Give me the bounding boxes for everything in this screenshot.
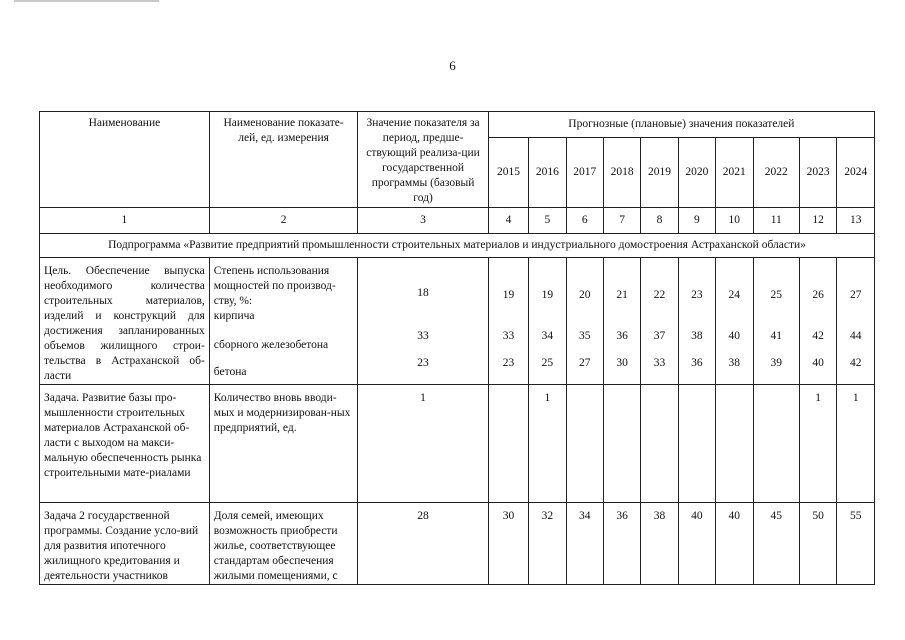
header-indicator: Наименование показате-лей, ед. измерения bbox=[209, 112, 358, 208]
page-number: 6 bbox=[449, 58, 456, 73]
year-header: 2022 bbox=[753, 138, 799, 208]
value-cell: 30 bbox=[488, 503, 528, 585]
year-header: 2021 bbox=[716, 138, 753, 208]
value: 35 bbox=[578, 330, 591, 342]
value: 23 bbox=[502, 357, 515, 369]
column-number: 3 bbox=[358, 208, 488, 234]
value: 27 bbox=[578, 357, 591, 369]
column-number: 8 bbox=[641, 208, 678, 234]
value: 38 bbox=[691, 330, 703, 342]
subprogram-title: Подпрограмма «Развитие предприятий промышленности строительных материалов и индустриального домостроения Астраханской области» bbox=[40, 234, 875, 258]
column-number: 11 bbox=[753, 208, 799, 234]
value: 27 bbox=[849, 289, 862, 301]
value-cell: 1 bbox=[837, 385, 875, 503]
column-number: 13 bbox=[837, 208, 875, 234]
column-number: 5 bbox=[529, 208, 566, 234]
value-cell bbox=[641, 385, 678, 503]
value: 22 bbox=[653, 289, 666, 301]
column-number: 2 bbox=[209, 208, 358, 234]
value: 44 bbox=[849, 330, 862, 342]
value: 34 bbox=[541, 330, 554, 342]
column-numbers-row bbox=[40, 208, 875, 234]
value: 36 bbox=[616, 330, 628, 342]
value: 24 bbox=[728, 289, 741, 301]
value-cell bbox=[753, 385, 799, 503]
year-header: 2020 bbox=[678, 138, 715, 208]
value-cell bbox=[566, 385, 603, 503]
value-cell: 38 bbox=[641, 503, 678, 585]
row-indicator: Доля семей, имеющих возможность приобрести жилье, соответствующее стандартам обеспечения жилыми помещениями, с bbox=[209, 503, 358, 585]
header-base-value: Значение показателя за период, предше-ствующий реализа-ции государственной программы (базовый год) bbox=[358, 112, 488, 208]
value: 20 bbox=[578, 289, 591, 301]
indicators-table bbox=[39, 111, 875, 585]
base-value: 18 bbox=[417, 287, 429, 299]
column-number: 6 bbox=[566, 208, 603, 234]
row-name: Задача 2 государственной программы. Создание усло-вий для развития ипотечного жилищного кредитования и деятельности участников bbox=[40, 503, 210, 585]
year-header: 2023 bbox=[799, 138, 836, 208]
year-header: 2015 bbox=[488, 138, 528, 208]
value: 33 bbox=[653, 357, 666, 369]
value: 42 bbox=[812, 330, 824, 342]
value-cell bbox=[603, 385, 640, 503]
base-cell bbox=[358, 258, 488, 385]
column-number: 4 bbox=[488, 208, 528, 234]
value: 39 bbox=[770, 357, 782, 369]
value-cell: 40 bbox=[678, 503, 715, 585]
value-cell: 55 bbox=[837, 503, 875, 585]
value: 40 bbox=[812, 357, 824, 369]
indicator-sub-label: сборного железобетона bbox=[213, 339, 329, 351]
value: 38 bbox=[728, 357, 741, 369]
indicator-sub-label: кирпича bbox=[213, 310, 255, 322]
column-number: 10 bbox=[716, 208, 753, 234]
v: 19 bbox=[502, 289, 515, 301]
year-header: 2018 bbox=[603, 138, 640, 208]
column-number: 12 bbox=[799, 208, 836, 234]
column-number: 7 bbox=[603, 208, 640, 234]
column-number: 9 bbox=[678, 208, 715, 234]
value: 25 bbox=[541, 357, 554, 369]
column-number: 1 bbox=[40, 208, 210, 234]
value: 42 bbox=[849, 357, 862, 369]
year-header: 2016 bbox=[529, 138, 566, 208]
base-value: 1 bbox=[358, 385, 488, 503]
value-cell: 50 bbox=[799, 503, 836, 585]
row-indicator bbox=[209, 258, 358, 385]
value: 33 bbox=[502, 330, 515, 342]
subprogram-row bbox=[40, 234, 875, 258]
value: 23 bbox=[691, 289, 703, 301]
top-edge-mark bbox=[14, 0, 159, 2]
value-cell: 40 bbox=[716, 503, 753, 585]
indicator-sub-label: бетона bbox=[213, 366, 247, 378]
value-cell: 45 bbox=[753, 503, 799, 585]
value-cell: 32 bbox=[529, 503, 566, 585]
table-row bbox=[40, 385, 875, 503]
value: 36 bbox=[691, 357, 703, 369]
header-name: Наименование bbox=[40, 112, 210, 208]
value: 21 bbox=[616, 289, 628, 301]
value: 40 bbox=[728, 330, 741, 342]
value-cell: 34 bbox=[566, 503, 603, 585]
row-name: Задача. Развитие базы про-мышленности строительных материалов Астраханской об-ласти с выходом на макси-мальную обеспеченность рынка строительными мате-риалами bbox=[40, 385, 210, 503]
value: 30 bbox=[616, 357, 628, 369]
value-cell: 1 bbox=[799, 385, 836, 503]
value: 41 bbox=[770, 330, 782, 342]
value-cell: 36 bbox=[603, 503, 640, 585]
value-cell: 1 bbox=[529, 385, 566, 503]
base-value: 28 bbox=[358, 503, 488, 585]
year-header: 2019 bbox=[641, 138, 678, 208]
year-header: 2024 bbox=[837, 138, 875, 208]
table-row bbox=[40, 503, 875, 585]
value: 19 bbox=[541, 289, 554, 301]
indicator-intro: Степень использования мощностей по производ-ству, %: bbox=[213, 265, 336, 307]
row-indicator: Количество вновь вводи-мых и модернизирован-ных предприятий, ед. bbox=[209, 385, 358, 503]
header-row bbox=[40, 112, 875, 138]
value-cell bbox=[716, 385, 753, 503]
base-value: 33 bbox=[417, 330, 429, 342]
table-row bbox=[40, 258, 875, 385]
value-cell bbox=[678, 385, 715, 503]
header-forecast: Прогнозные (плановые) значения показателей bbox=[488, 112, 874, 138]
value: 25 bbox=[770, 289, 782, 301]
row-name: Цель. Обеспечение выпуска необходимого количества строительных материалов, изделий и конструкций для достижения запланированных объемов жилищного строи-тельства в Астраханской об-ласти bbox=[40, 258, 210, 385]
value: 37 bbox=[653, 330, 666, 342]
year-header: 2017 bbox=[566, 138, 603, 208]
value: 26 bbox=[812, 289, 824, 301]
base-value: 23 bbox=[417, 357, 429, 369]
value-cell bbox=[488, 385, 528, 503]
